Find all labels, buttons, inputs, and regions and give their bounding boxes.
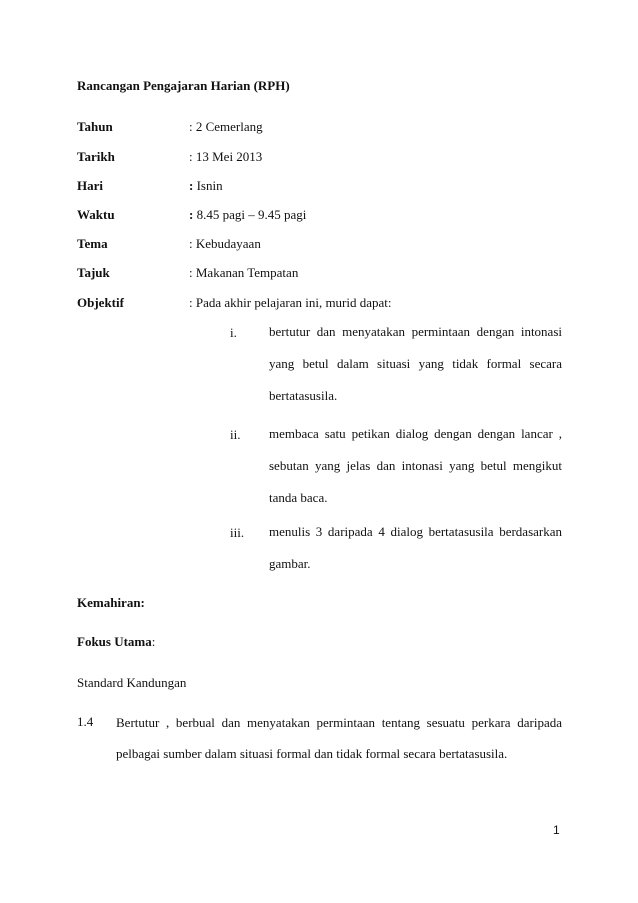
field-tema [77, 236, 567, 254]
objective-text [269, 516, 562, 580]
field-label: Tarikh [77, 149, 115, 164]
objective-number: i. [230, 325, 237, 340]
field-value-prefix: : [189, 178, 194, 193]
field-label: Tahun [77, 119, 113, 134]
objective-number: ii. [230, 427, 241, 442]
objective-line: membaca satu petikan dialog dengan dengan lancar , [269, 426, 562, 441]
standard-line: pelbagai sumber dalam situasi formal dan tidak formal secara bertatasusila. [116, 746, 508, 761]
field-waktu [77, 207, 567, 225]
objective-line: yang betul dalam situasi yang tidak formal secara [269, 356, 562, 371]
objective-text [269, 418, 562, 514]
field-value-prefix: : [189, 207, 194, 222]
section-heading-kemahiran: Kemahiran: [77, 595, 145, 610]
field-value-wrap [189, 178, 223, 194]
objective-line: bertutur dan menyatakan permintaan dengan intonasi [269, 324, 562, 339]
page-number: 1 [553, 823, 560, 837]
field-value-wrap [189, 207, 306, 223]
objective-line: sebutan yang jelas dan intonasi yang betul mengikut [269, 458, 562, 473]
field-value: : Pada akhir pelajaran ini, murid dapat: [189, 295, 392, 310]
field-tajuk [77, 265, 567, 283]
objective-number: iii. [230, 525, 245, 540]
objective-line: menulis 3 daripada 4 dialog bertatasusila berdasarkan [269, 524, 562, 539]
field-hari [77, 178, 567, 196]
field-objektif [77, 295, 567, 313]
standard-text [116, 707, 562, 769]
field-tahun [77, 119, 567, 137]
field-value: : Kebudayaan [189, 236, 261, 251]
objective-line: gambar. [269, 556, 311, 571]
objective-text [269, 316, 562, 412]
field-label: Tajuk [77, 265, 110, 280]
fokus-label: Fokus Utama [77, 634, 152, 649]
section-heading-fokus [77, 634, 155, 650]
field-tarikh [77, 149, 567, 167]
standard-line: Bertutur , berbual dan menyatakan permintaan tentang sesuatu perkara daripada [116, 715, 562, 730]
field-value: : 13 Mei 2013 [189, 149, 263, 164]
field-label: Hari [77, 178, 103, 193]
fokus-colon: : [151, 634, 156, 649]
standard-kandungan-label: Standard Kandungan [77, 675, 187, 690]
objective-line: tanda baca. [269, 490, 328, 505]
objective-line: bertatasusila. [269, 388, 338, 403]
field-value: : 2 Cemerlang [189, 119, 263, 134]
field-label: Tema [77, 236, 108, 251]
field-value: 8.45 pagi – 9.45 pagi [193, 207, 307, 222]
field-label: Waktu [77, 207, 115, 222]
document-title: Rancangan Pengajaran Harian (RPH) [77, 78, 290, 93]
standard-number: 1.4 [77, 714, 94, 729]
field-label: Objektif [77, 295, 124, 310]
field-value: : Makanan Tempatan [189, 265, 299, 280]
field-value: Isnin [193, 178, 223, 193]
